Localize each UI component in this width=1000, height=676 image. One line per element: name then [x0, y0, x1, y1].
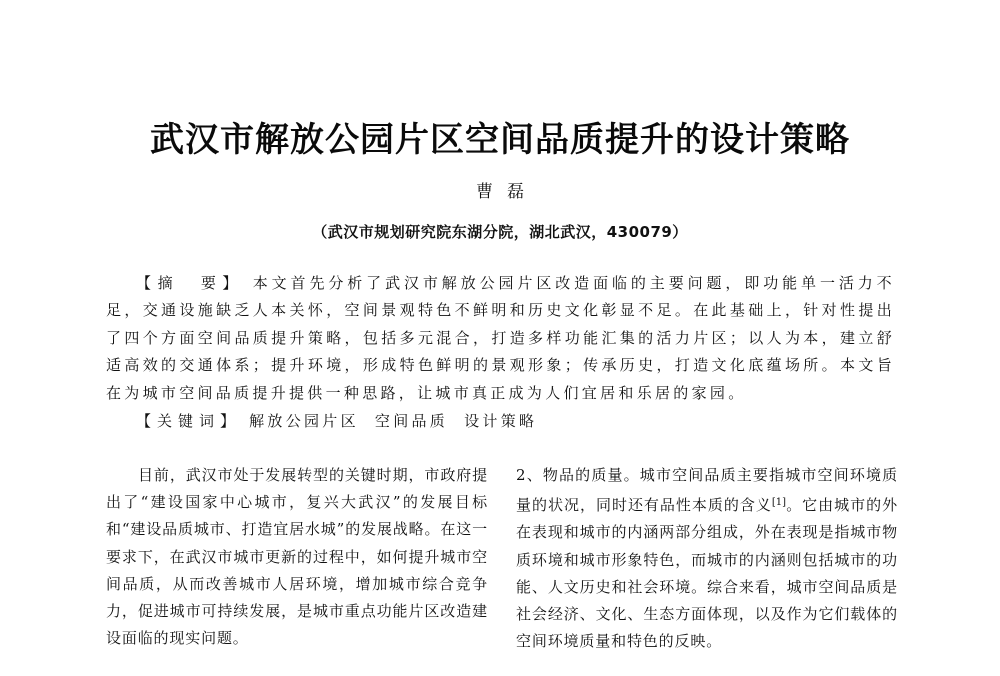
author-name: 曹磊: [476, 182, 538, 202]
abstract-text: 本文首先分析了武汉市解放公园片区改造面临的主要问题，即功能单一活力不足，交通设施缺乏人本关怀，空间景观特色不鲜明和历史文化彰显不足。在此基础上，针对性提出了四个方面空间品质提升策略，包括多元混合，打造多样功能汇集的活力片区；以人为本，建立舒适高效的交通体系；提升环境，形成特色鲜明的景观形象；传承历史，打造文化底蕴场所。本文旨在为城市空间品质提升提供一种思路，让城市真正成为人们宜居和乐居的家园。: [106, 274, 895, 402]
author-affiliation: （武汉市规划研究院东湖分院，湖北武汉，430079）: [312, 223, 688, 241]
abstract-label: 【摘 要】: [136, 274, 245, 292]
keyword-item: 设计策略: [464, 412, 538, 430]
abstract: [106, 270, 895, 407]
keywords-label: 【关键词】: [136, 412, 242, 430]
keywords: [136, 408, 896, 435]
citation-marker: [1]: [771, 497, 787, 509]
body-paragraph: 目前，武汉市处于发展转型的关键时期，市政府提出了“建设国家中心城市，复兴大武汉”的发展目标和“建设品质城市、打造宜居水城”的发展战略。在这一要求下，在武汉市城市更新的过程中，如何提升城市空间品质，从而改善城市人居环境，增加城市综合竞争力，促进城市可持续发展，是城市重点功能片区改造建设面临的现实问题。: [106, 466, 488, 648]
keyword-item: 解放公园片区: [249, 412, 359, 430]
body-paragraph-part: 2、物品的质量。城市空间品质主要指城市空间环境质量的状况，同时还有品性本质的含义: [516, 466, 898, 515]
body-column-right: [516, 462, 898, 655]
body-paragraph-part: 。它由城市的外在表现和城市的内涵两部分组成，外在表现是指城市物质环境和城市形象特色，而城市的内涵则包括城市的功能、人文历史和社会环境。综合来看，城市空间品质是社会经济、文化、生态方面体现，以及作为它们载体的空间环境质量和特色的反映。: [516, 496, 898, 651]
paper-title: 武汉市解放公园片区空间品质提升的设计策略: [150, 120, 850, 160]
body-column-left: [106, 462, 488, 652]
keyword-item: 空间品质: [374, 412, 449, 430]
